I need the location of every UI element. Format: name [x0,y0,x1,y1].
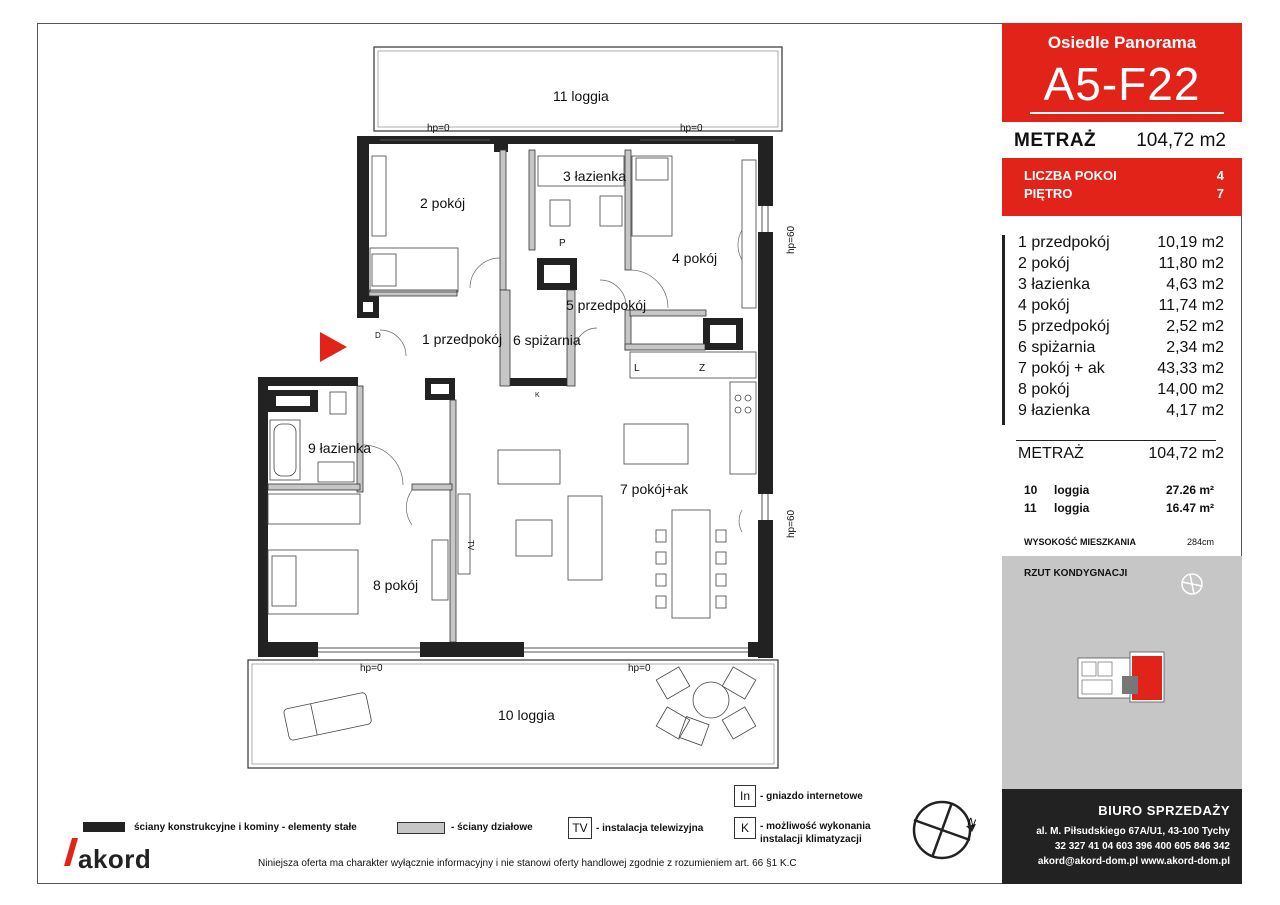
loggia-num: 10 [1024,483,1038,497]
rooms-count-row [1024,168,1224,183]
sales-office-title: BIURO SPRZEDAŻY [1098,803,1230,818]
rooms-count-label: LICZBA POKOI [1024,168,1117,183]
apartment-code: A5-F22 [1043,58,1201,110]
legend-structural-swatch [83,822,125,832]
area-value: 104,72 m2 [1136,130,1226,151]
label-room-6: 6 spiżarnia [513,332,581,348]
label-room-7: 7 pokój+ak [620,481,689,497]
total-value: 104,72 m2 [1148,445,1224,462]
entrance-arrow-icon [320,332,347,362]
label-hp-top-right: hp=0 [680,123,703,134]
room-list-name: 5 przedpokój [1018,318,1110,335]
room-list-area: 43,33 m2 [1157,360,1224,377]
height-value: 284cm [1186,537,1214,547]
floor-plan-box [1002,556,1242,789]
legend-tv-box: TV [568,817,592,839]
legend-k-box: K [734,817,756,839]
label-room-3: 3 łazienka [563,168,627,184]
label-d-mark: D [375,331,381,340]
floor-label: PIĘTRO [1024,186,1073,201]
room-list-area: 14,00 m2 [1157,381,1224,398]
list-accent-bar [1002,235,1005,425]
room-list-area: 4,17 m2 [1166,402,1224,419]
header-box [1002,23,1242,216]
area-box [1002,122,1242,158]
room-list-item [1018,297,1224,315]
room-list-item [1018,402,1224,420]
label-room-9: 9 łazienka [308,440,372,456]
label-p-mark: P [559,238,566,249]
room-list-item [1018,360,1224,378]
loggia-area: 16.47 m² [1165,501,1214,515]
legend-tv-text: - instalacja telewizyjna [596,823,704,834]
room-list-area: 2,34 m2 [1166,339,1224,356]
small-compass-icon [1178,566,1218,606]
room-list-name: 3 łazienka [1018,276,1091,293]
floor-plan-title: RZUT KONDYGNACJI [1024,568,1128,579]
legend-k-text-2: instalacji klimatyzacji [760,834,862,845]
label-hp-bottom-left: hp=0 [360,663,383,674]
label-room-8: 8 pokój [373,577,419,593]
loggia-num: 11 [1024,501,1037,515]
room-list-item [1018,234,1224,252]
legend-in-box: In [734,785,756,807]
room-list-item [1018,339,1224,357]
room-list-area: 11,74 m2 [1158,297,1224,314]
estate-name: Osiedle Panorama [1047,33,1197,52]
room-list-area: 11,80 m2 [1158,255,1224,272]
label-room-2: 2 pokój [420,195,466,211]
legend-partition-swatch [397,822,445,834]
disclaimer: Niniejsza oferta ma charakter wyłącznie informacyjny i nie stanowi oferty handlowej zgodnie z rozumieniem art. 66 §1 K.C [258,858,797,869]
legend-partition-text: - ściany działowe [451,822,533,833]
label-z-mark: Z [699,363,706,374]
sales-office-contact[interactable]: akord@akord-dom.pl www.akord-dom.pl [1037,856,1230,867]
label-hp-top-left: hp=0 [427,123,450,134]
room-list-name: 2 pokój [1018,255,1070,272]
height-label: WYSOKOŚĆ MIESZKANIA [1024,537,1137,547]
room-list-name: 4 pokój [1018,297,1070,314]
height-row [1024,537,1214,547]
info-panel [1002,23,1242,884]
label-loggia-11: 11 loggia [553,88,609,104]
room-list-name: 9 łazienka [1018,402,1091,419]
akord-logo-text: akord [78,844,152,874]
label-room-5: 5 przedpokój [566,297,647,313]
room-list-item [1018,276,1224,294]
legend-in-text: - gniazdo internetowe [760,791,863,802]
room-list-name: 1 przedpokój [1018,234,1110,251]
label-room-4: 4 pokój [672,250,718,266]
legend-k-text-1: - możliwość wykonania [760,821,871,832]
sales-office-address: al. M. Piłsudskiego 67A/U1, 43-100 Tychy [1036,826,1230,837]
room-list-name: 6 spiżarnia [1018,339,1096,356]
floor-row [1024,186,1224,201]
north-compass-icon [914,802,976,858]
area-label: METRAŻ [1014,130,1097,151]
label-hp60-lower: hp=60 [786,509,797,538]
room-list-item [1018,318,1224,336]
room-list-item [1018,255,1224,273]
legend-structural-text: ściany konstrukcyjne i kominy - elementy stałe [134,822,357,833]
loggia-area: 27.26 m² [1165,483,1214,497]
sales-office-phones: 32 327 41 04 603 396 400 605 846 342 [1054,841,1230,852]
room-list-area: 2,52 m2 [1166,318,1224,335]
room-list-item [1018,381,1224,399]
label-tv-mark: TV [466,540,475,551]
building-floor-map [1074,648,1174,712]
label-k-mark: K [535,392,540,399]
label-l-mark: L [634,363,640,374]
room-list-name: 8 pokój [1018,381,1070,398]
floor-value: 7 [1216,186,1224,201]
north-label: N [965,815,978,830]
room-list-area: 4,63 m2 [1166,276,1224,293]
room-list-name: 7 pokój + ak [1018,360,1105,377]
label-room-1: 1 przedpokój [422,331,503,347]
total-label: METRAŻ [1018,445,1084,462]
title-underline [1030,112,1224,114]
sales-office-box [1002,789,1242,884]
label-loggia-10: 10 loggia [498,707,555,723]
label-hp-bottom-right: hp=0 [628,663,651,674]
room-list-area: 10,19 m2 [1157,234,1224,251]
loggia-name: loggia [1054,501,1090,515]
rooms-count-value: 4 [1216,168,1224,183]
total-row [1018,445,1224,463]
loggia-name: loggia [1054,483,1090,497]
total-divider [1016,440,1216,441]
label-hp60-upper: hp=60 [786,225,797,254]
